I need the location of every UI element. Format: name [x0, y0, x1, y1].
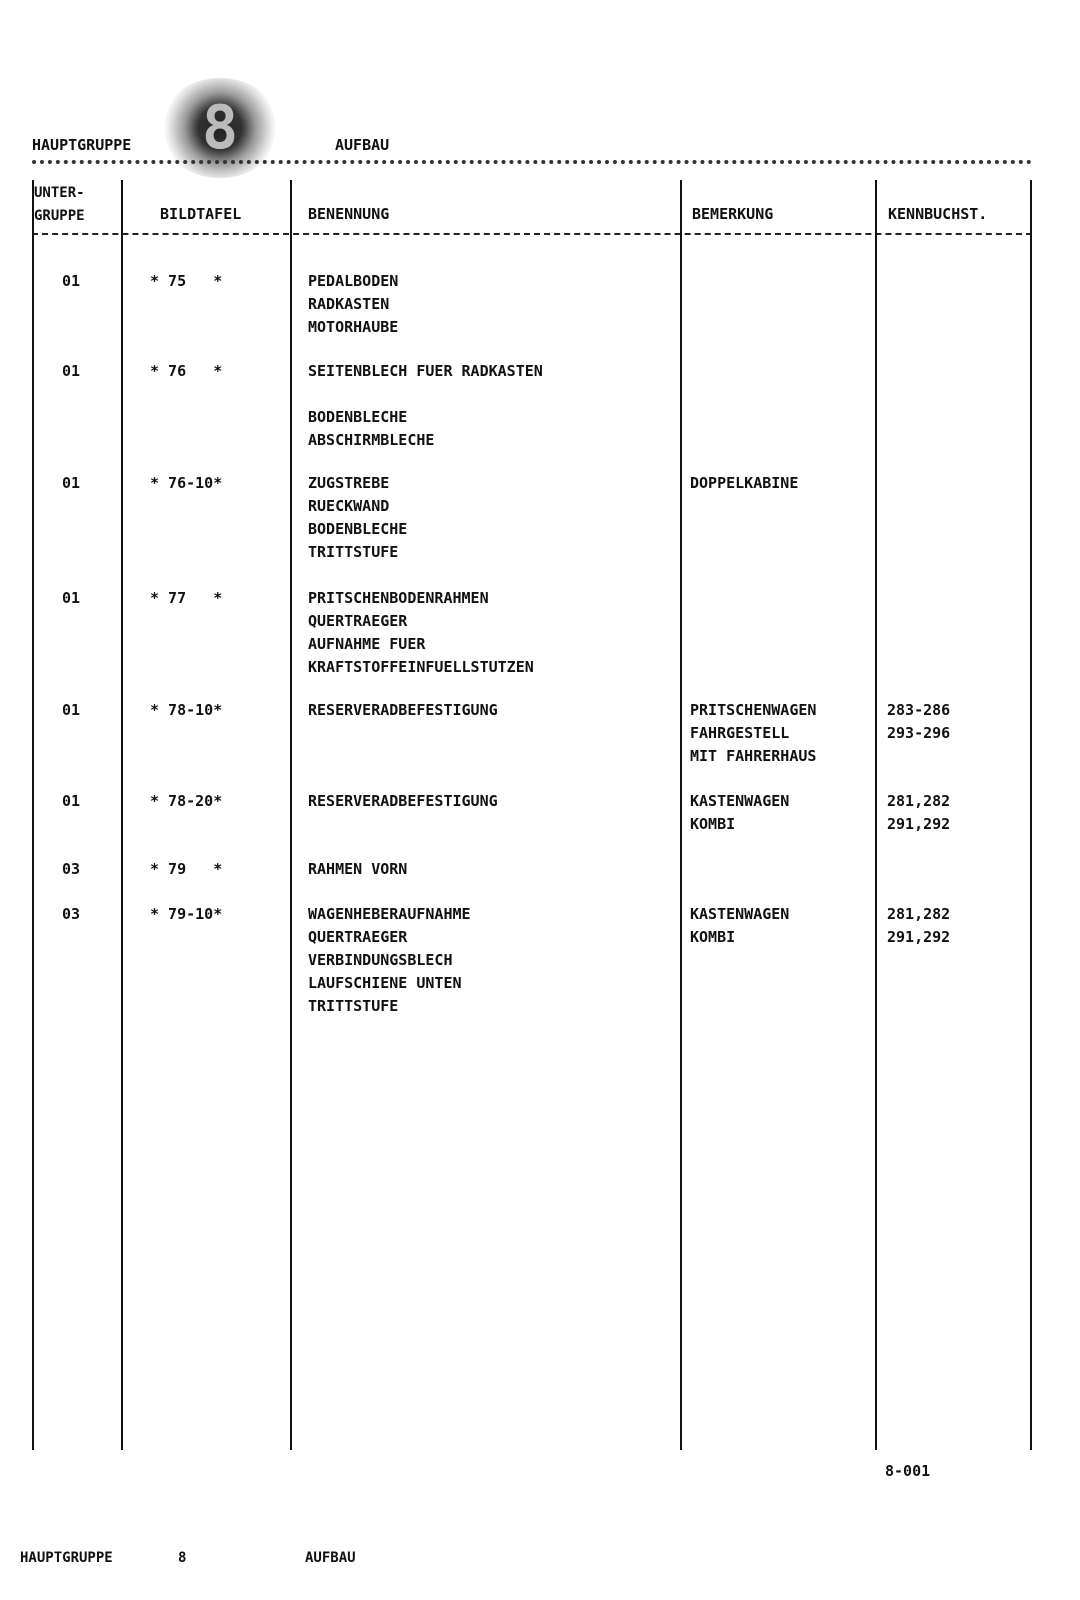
- column-header-separator: [32, 233, 1032, 235]
- footer-group-title: AUFBAU: [305, 1550, 356, 1566]
- col-header-bildtafel: BILDTAFEL: [160, 205, 242, 223]
- untergruppe-cell: 01: [62, 474, 81, 492]
- page-number: 8-001: [885, 1462, 931, 1480]
- benennung-cell: RESERVERADBEFESTIGUNG: [308, 701, 498, 719]
- benennung-cell: RESERVERADBEFESTIGUNG: [308, 792, 498, 810]
- column-divider: [290, 180, 292, 1450]
- col-header-benennung: BENENNUNG: [308, 205, 390, 223]
- benennung-cell: PEDALBODEN RADKASTEN MOTORHAUBE: [308, 272, 399, 336]
- col-header-bemerkung: BEMERKUNG: [692, 205, 774, 223]
- bildtafel-cell: * 77 *: [150, 589, 223, 607]
- benennung-cell: SEITENBLECH FUER RADKASTEN BODENBLECHE ABSCHIRMBLECHE: [308, 362, 543, 449]
- column-divider: [680, 180, 682, 1450]
- column-divider: [32, 180, 34, 1450]
- header-separator: [32, 160, 1032, 164]
- benennung-cell: PRITSCHENBODENRAHMEN QUERTRAEGER AUFNAHME FUER KRAFTSTOFFEINFUELLSTUTZEN: [308, 589, 534, 676]
- benennung-cell: WAGENHEBERAUFNAHME QUERTRAEGER VERBINDUNGSBLECH LAUFSCHIENE UNTEN TRITTSTUFE: [308, 905, 471, 1015]
- bildtafel-cell: * 79-10*: [150, 905, 223, 923]
- untergruppe-cell: 03: [62, 860, 81, 878]
- kennbuchst-cell: 281,282 291,292: [887, 792, 951, 833]
- badge-number: 8: [201, 93, 239, 163]
- untergruppe-cell: 01: [62, 272, 81, 290]
- bildtafel-cell: * 79 *: [150, 860, 223, 878]
- benennung-cell: ZUGSTREBE RUECKWAND BODENBLECHE TRITTSTUFE: [308, 474, 408, 561]
- bildtafel-cell: * 75 *: [150, 272, 223, 290]
- bemerkung-cell: DOPPELKABINE: [690, 474, 799, 492]
- untergruppe-cell: 01: [62, 362, 81, 380]
- footer-group-label: HAUPTGRUPPE: [20, 1550, 113, 1566]
- column-divider: [875, 180, 877, 1450]
- col-header-untergruppe: UNTER- GRUPPE: [34, 185, 85, 224]
- untergruppe-cell: 01: [62, 792, 81, 810]
- bemerkung-cell: PRITSCHENWAGEN FAHRGESTELL MIT FAHRERHAUS: [690, 701, 817, 765]
- header-group-label: HAUPTGRUPPE: [32, 136, 132, 154]
- col-header-kennbuchst: KENNBUCHST.: [888, 205, 988, 223]
- benennung-cell: RAHMEN VORN: [308, 860, 408, 878]
- kennbuchst-cell: 281,282 291,292: [887, 905, 951, 946]
- column-divider: [1030, 180, 1032, 1450]
- untergruppe-cell: 01: [62, 589, 81, 607]
- untergruppe-cell: 01: [62, 701, 81, 719]
- bildtafel-cell: * 78-10*: [150, 701, 223, 719]
- bildtafel-cell: * 78-20*: [150, 792, 223, 810]
- untergruppe-cell: 03: [62, 905, 81, 923]
- footer-group-number: 8: [178, 1550, 187, 1566]
- bildtafel-cell: * 76-10*: [150, 474, 223, 492]
- bemerkung-cell: KASTENWAGEN KOMBI: [690, 792, 790, 833]
- column-divider: [121, 180, 123, 1450]
- bildtafel-cell: * 76 *: [150, 362, 223, 380]
- header-group-title: AUFBAU: [335, 136, 390, 154]
- kennbuchst-cell: 283-286 293-296: [887, 701, 951, 742]
- bemerkung-cell: KASTENWAGEN KOMBI: [690, 905, 790, 946]
